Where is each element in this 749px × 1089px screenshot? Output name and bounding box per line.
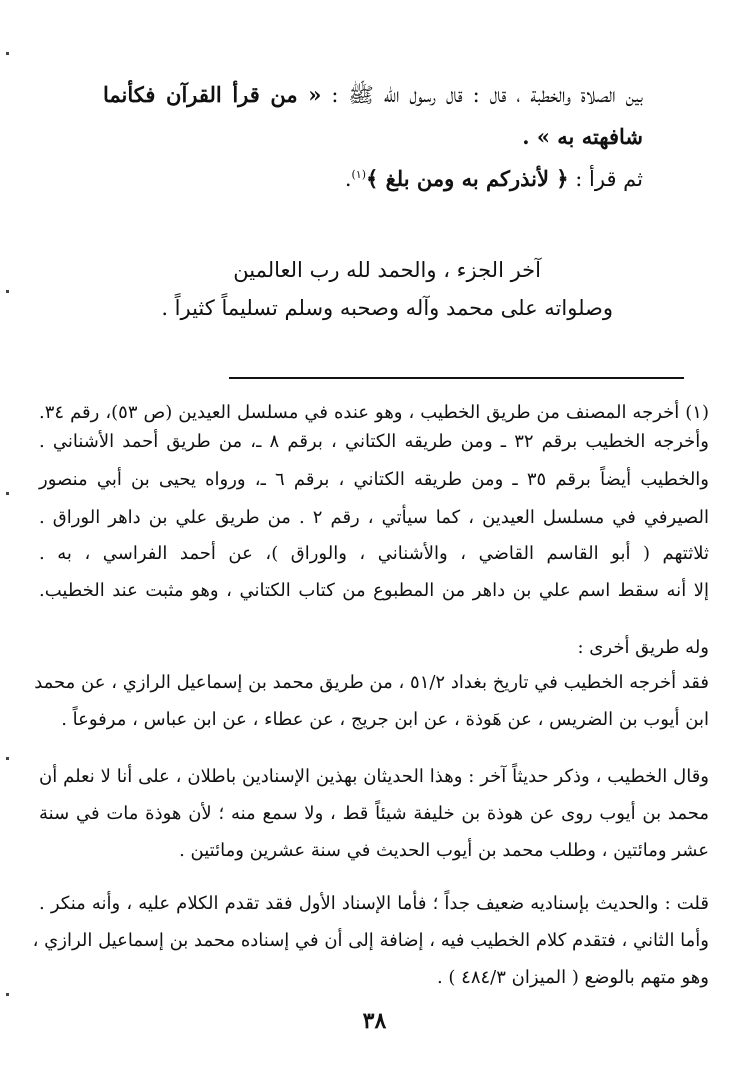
hadith-quote-start: « من قرأ القرآن فكأنما bbox=[103, 82, 322, 107]
footnote-line: وله طريق أخرى : bbox=[577, 637, 709, 658]
main-text-line-2 bbox=[522, 122, 643, 152]
quran-verse: ﴿ لأنذركم به ومن بلغ ﴾ bbox=[366, 166, 569, 191]
footnote-line: فقد أخرجه الخطيب في تاريخ بغداد ٥١/٢ ، من طريق محمد بن إسماعيل الرازي ، عن محمد bbox=[34, 672, 709, 693]
footnote-line: قلت : والحديث بإسناديه ضعيف جداً ؛ فأما الإسناد الأول فقد تقدم الكلام عليه ، وأنه منكر . bbox=[39, 893, 709, 914]
footnote-line: وقال الخطيب ، وذكر حديثاً آخر : وهذا الحديثان بهذين الإسنادين باطلان ، على أنا لا نعلم أن bbox=[39, 766, 709, 787]
main-text-line-3 bbox=[345, 160, 643, 194]
scan-mark bbox=[6, 993, 9, 996]
footnote-line: محمد بن أيوب روى عن هوذة بن خليفة شيئاً قط ، ولا سمع منه ؛ لأن هوذة مات في سنة bbox=[39, 803, 709, 824]
footnote-separator bbox=[229, 377, 684, 379]
footnote-ref: (١) bbox=[351, 168, 367, 181]
main-text-line-1 bbox=[103, 80, 643, 110]
footnote-line: وأخرجه الخطيب برقم ٣٢ ـ ومن طريقه الكتاني ، برقم ٨ ـ، من طريق أحمد الأشناني . bbox=[39, 431, 709, 452]
line-end-period: . bbox=[344, 167, 352, 191]
closing-line-1: آخر الجزء ، والحمد لله رب العالمين bbox=[233, 258, 541, 282]
footnote-line: إلا أنه سقط اسم علي بن داهر من المطبوع من كتاب الكتاني ، وهو مثبت عند الخطيب. bbox=[39, 580, 709, 601]
footnote-line: ابن أيوب بن الضريس ، عن هَوذة ، عن ابن جريج ، عن عطاء ، عن ابن عباس ، مرفوعاً . bbox=[61, 709, 709, 730]
footnote-line: عشر ومائتين ، وطلب محمد بن أيوب الحديث في سنة عشرين ومائتين . bbox=[179, 840, 709, 861]
scan-mark bbox=[6, 757, 9, 760]
hadith-quote-end: شافهته به » . bbox=[522, 124, 643, 149]
footnote-line: (١) أخرجه المصنف من طريق الخطيب ، وهو عنده في مسلسل العيدين (ص ٥٣)، رقم ٣٤. bbox=[39, 402, 709, 423]
recitation-intro: ثم قرأ : bbox=[575, 167, 643, 191]
footnote-line: وأما الثاني ، فتقدم كلام الخطيب فيه ، إضافة إلى أن في إسناده محمد بن إسماعيل الرازي ، bbox=[32, 930, 709, 951]
footnote-line: الصيرفي في مسلسل العيدين ، كما سيأتي ، رقم ٢ . من طريق علي بن داهر الوراق . bbox=[39, 507, 709, 528]
footnote-line: والخطيب أيضاً برقم ٣٥ ـ ومن طريقه الكتاني ، برقم ٦ ـ، ورواه يحيى بن أبي منصور bbox=[39, 469, 710, 490]
footnote-line: وهو متهم بالوضع ( الميزان ٤٨٤/٣ ) . bbox=[436, 967, 709, 988]
narration: بين الصلاة والخطبة ، قال : قال رسول الله ﷺ : bbox=[331, 83, 644, 107]
scan-mark bbox=[6, 290, 9, 293]
closing-line-2: وصلواته على محمد وآله وصحبه وسلم تسليماً كثيراً . bbox=[161, 296, 613, 320]
scan-mark bbox=[6, 52, 9, 55]
page-number: ٣٨ bbox=[362, 1008, 387, 1034]
footnote-line: ثلاثتهم ( أبو القاسم القاضي ، والأشناني ، والوراق )، عن أحمد الفراسي ، به . bbox=[39, 543, 709, 564]
scan-mark bbox=[6, 492, 9, 495]
